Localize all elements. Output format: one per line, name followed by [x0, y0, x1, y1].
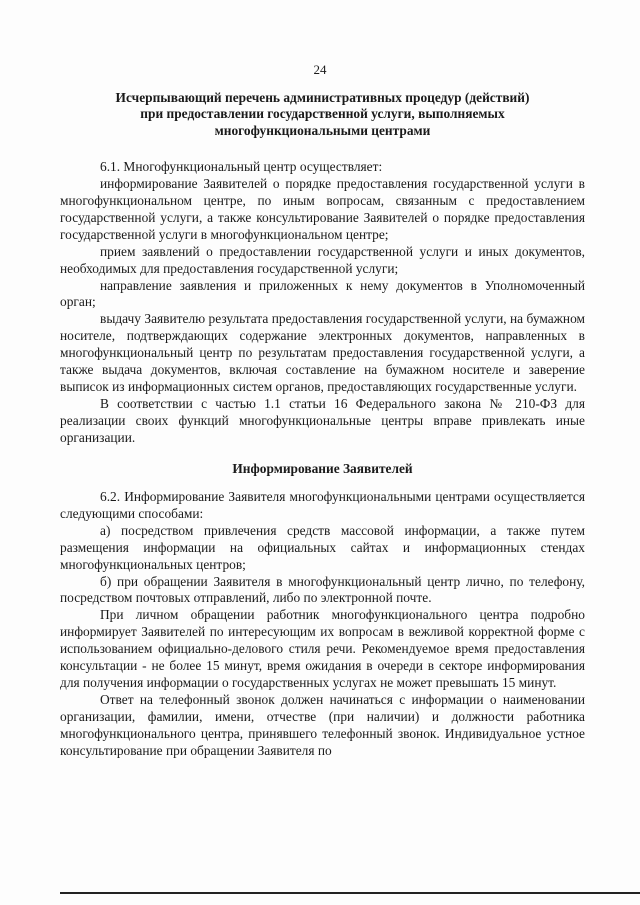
page-bottom-rule — [60, 892, 640, 894]
paragraph-phone-call: Ответ на телефонный звонок должен начинаться с информации о наименовании организации, фамилии, имени, отчестве (при наличии) и должности работника многофункционального центра, принявшего телефонный звонок. Индивидуальное устное консультирование при обращении Заявителя по — [60, 691, 585, 758]
paragraph-6-1-intro: 6.1. Многофункциональный центр осуществляет: — [100, 159, 383, 175]
main-heading — [60, 90, 585, 139]
paragraph-informing: информирование Заявителей о порядке предоставления государственной услуги в многофункциональном центре, по иным вопросам, связанным с предоставлением государственной услуги, а также консультирование Заявителей о порядке предоставления государственной услуги в многофункциональном центре; — [60, 176, 585, 242]
section-informing — [60, 489, 585, 760]
subheading-informing-applicants: Информирование Заявителей — [232, 460, 413, 476]
main-heading-line: Исчерпывающий перечень административных процедур (действий) — [115, 90, 530, 105]
paragraph-issuance: выдачу Заявителю результата предоставления государственной услуги, на бумажном носителе, подтверждающих содержание электронных документов, направленных в многофункциональный центр по результатам предоставления государственной услуги, а также выдача документов, включая составление на бумажном носителе и заверение выписок из информационных систем органов, предоставляющих государственные услуги. — [60, 311, 585, 394]
paragraph-forwarding: направление заявления и приложенных к нему документов в Уполномоченный орган; — [60, 277, 585, 310]
page-content — [60, 90, 585, 760]
paragraph-method-a: а) посредством привлечения средств массовой информации, а также путем размещения информации на официальных сайтах и информационных стендах многофункциональных центров; — [60, 522, 585, 572]
main-heading-line: при предоставлении государственной услуги, выполняемых — [140, 106, 505, 122]
paragraph-reception: прием заявлений о предоставлении государственной услуги и иных документов, необходимых для предоставления государственной услуги; — [60, 243, 585, 276]
section-mfc-functions — [60, 159, 585, 446]
paragraph-federal-law: В соответствии с частью 1.1 статьи 16 Федерального закона № 210-ФЗ для реализации своих функций многофункциональные центры вправе привлекать иные организации. — [60, 395, 585, 445]
paragraph-6-2-intro: 6.2. Информирование Заявителя многофункциональными центрами осуществляется следующими способами: — [60, 489, 585, 521]
page-number: 24 — [313, 62, 327, 77]
paragraph-personal-visit: При личном обращении работник многофункционального центра подробно информирует Заявителей по интересующим их вопросам в вежливой корректной форме с использованием официально-делового стиля речи. Рекомендуемое время предоставления консультации - не более 15 минут, время ожидания в очереди в секторе информирования для получения информации о государственных услугах не может превышать 15 минут. — [60, 607, 585, 690]
paragraph-method-b: б) при обращении Заявителя в многофункциональный центр лично, по телефону, посредством почтовых отправлений, либо по электронной почте. — [60, 573, 585, 606]
main-heading-line: многофункциональными центрами — [214, 122, 431, 138]
